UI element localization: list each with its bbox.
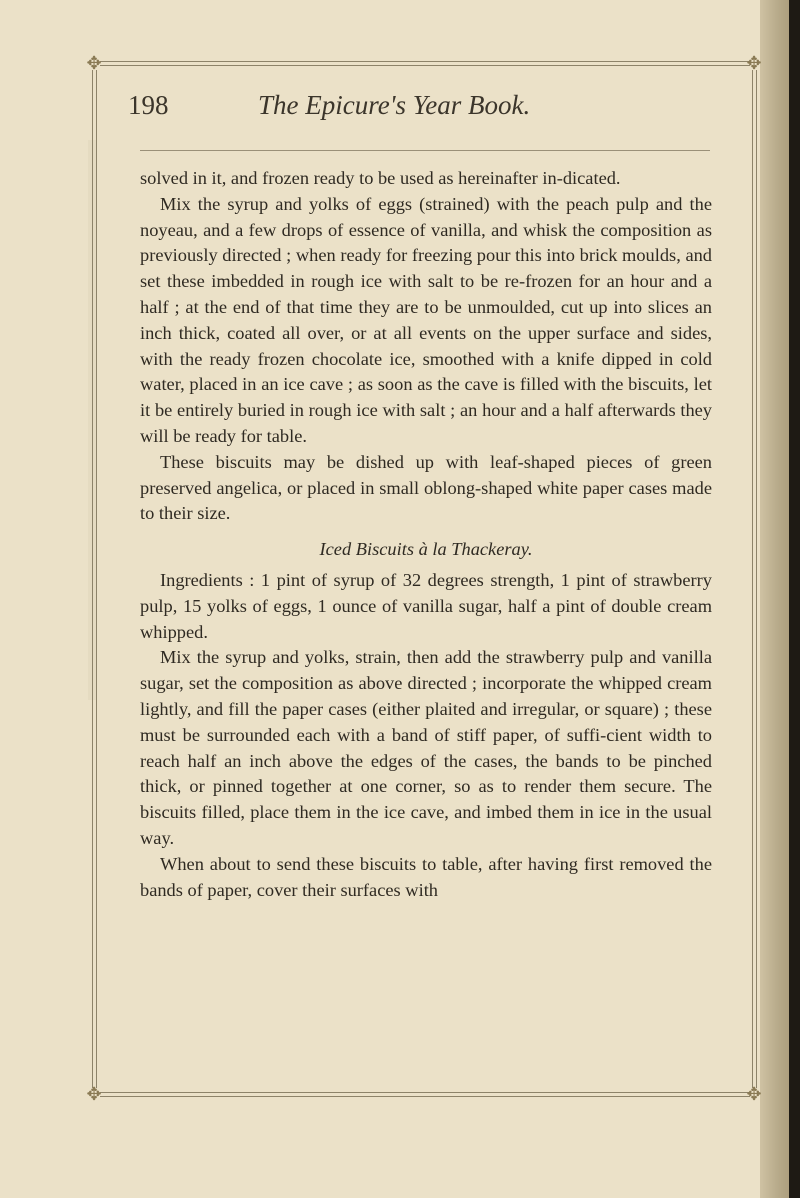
corner-ornament-icon: ✥ bbox=[86, 1084, 102, 1104]
running-title: The Epicure's Year Book. bbox=[258, 90, 531, 120]
recipe-heading: Iced Biscuits à la Thackeray. bbox=[319, 539, 533, 560]
paragraph: Mix the syrup and yolks of eggs (strained) with the peach pulp and the noyeau, and a few drops of essence of vanilla, and whisk the composition as previously directed ; when ready for freezing pour this into brick moulds, and set these imbedded in rough ice with salt to be re-frozen for an hour and a half ; at the end of that time they are to be unmoulded, cut up into slices an inch thick, coated all over, or at all events on the upper surface and sides, with the ready frozen chocolate ice, smoothed with a knife dipped in cold water, placed in an ice cave ; as soon as the cave is filled with the biscuits, let it be entirely buried in rough ice with salt ; an hour and a half afterwards they will be ready for table. bbox=[140, 193, 712, 446]
border-right bbox=[752, 70, 753, 1088]
page-number: 198 bbox=[128, 90, 169, 120]
corner-ornament-icon: ✥ bbox=[746, 1084, 762, 1104]
border-left-inner bbox=[96, 70, 97, 1088]
border-bottom bbox=[100, 1092, 750, 1093]
border-bottom-inner bbox=[100, 1096, 750, 1097]
paragraph: solved in it, and frozen ready to be used as hereinafter in-dicated. bbox=[140, 168, 621, 188]
border-left bbox=[92, 70, 93, 1088]
corner-ornament-icon: ✥ bbox=[86, 53, 102, 73]
paragraph: Ingredients : 1 pint of syrup of 32 degrees strength, 1 pint of strawberry pulp, 15 yolks of eggs, 1 ounce of vanilla sugar, half a pint of double cream whipped. bbox=[140, 569, 712, 642]
border-right-inner bbox=[756, 70, 757, 1088]
paragraph: When about to send these biscuits to table, after having first removed the bands of paper, cover their surfaces with bbox=[140, 853, 712, 900]
running-header bbox=[128, 90, 728, 130]
corner-ornament-icon: ✥ bbox=[746, 53, 762, 73]
body-text bbox=[140, 166, 712, 903]
paragraph: Mix the syrup and yolks, strain, then add the strawberry pulp and vanilla sugar, set the composition as above directed ; incorporate the whipped cream lightly, and fill the paper cases (either plaited and irregular, or square) ; these must be surrounded each with a band of stiff paper, of suffi-cient width to reach half an inch above the edges of the cases, the bands to be pinched thick, or pinned together at one corner, so as to render them secure. The biscuits filled, place them in the ice cave, and imbed them in ice in the usual way. bbox=[140, 647, 712, 848]
border-top bbox=[100, 61, 750, 62]
border-top-inner bbox=[100, 65, 750, 66]
book-spine bbox=[789, 0, 800, 1198]
header-rule bbox=[140, 150, 710, 151]
paragraph: These biscuits may be dished up with leaf-shaped pieces of green preserved angelica, or placed in small oblong-shaped white paper cases made to their size. bbox=[140, 451, 712, 524]
